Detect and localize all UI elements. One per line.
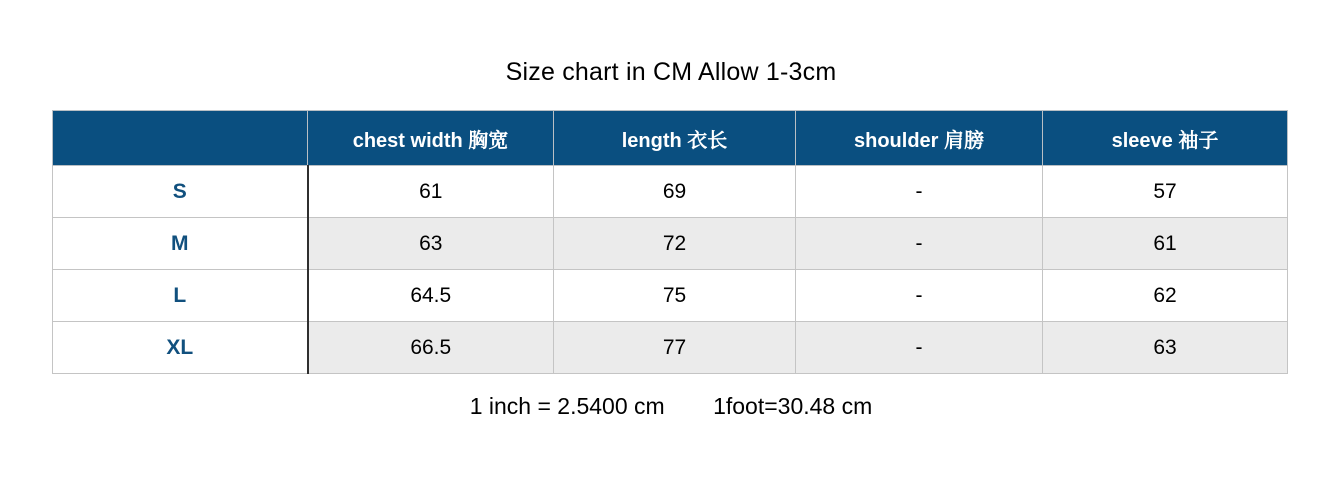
value-cell-s-shoulder: -: [796, 166, 1043, 218]
size-label-s: S: [53, 166, 308, 218]
value-cell-xl-length: 77: [554, 322, 796, 374]
table-row-l: [53, 270, 1288, 322]
column-header-chest-width: chest width 胸宽: [308, 111, 554, 166]
value-cell-s-length: 69: [554, 166, 796, 218]
value-cell-l-sleeve: 62: [1043, 270, 1288, 322]
value-cell-s-sleeve: 57: [1043, 166, 1288, 218]
conversion-footnote: [0, 393, 1342, 420]
value-cell-xl-chest: 66.5: [308, 322, 554, 374]
size-label-xl: XL: [53, 322, 308, 374]
foot-conversion: 1foot=30.48 cm: [713, 393, 873, 419]
value-cell-l-chest: 64.5: [308, 270, 554, 322]
table-row-s: [53, 166, 1288, 218]
value-cell-l-shoulder: -: [796, 270, 1043, 322]
value-cell-m-shoulder: -: [796, 218, 1043, 270]
column-header-length: length 衣长: [554, 111, 796, 166]
value-cell-s-chest: 61: [308, 166, 554, 218]
header-row: [53, 111, 1288, 166]
column-header-shoulder: shoulder 肩膀: [796, 111, 1043, 166]
value-cell-m-chest: 63: [308, 218, 554, 270]
table-row-xl: [53, 322, 1288, 374]
size-chart-table: [52, 110, 1288, 374]
value-cell-m-sleeve: 61: [1043, 218, 1288, 270]
inch-conversion: 1 inch = 2.5400 cm: [469, 393, 665, 419]
table-row-m: [53, 218, 1288, 270]
size-label-l: L: [53, 270, 308, 322]
page-title: Size chart in CM Allow 1-3cm: [505, 58, 837, 86]
column-header-sleeve: sleeve 袖子: [1043, 111, 1288, 166]
value-cell-xl-sleeve: 63: [1043, 322, 1288, 374]
value-cell-xl-shoulder: -: [796, 322, 1043, 374]
column-header-empty: [53, 111, 308, 166]
value-cell-m-length: 72: [554, 218, 796, 270]
value-cell-l-length: 75: [554, 270, 796, 322]
size-label-m: M: [53, 218, 308, 270]
